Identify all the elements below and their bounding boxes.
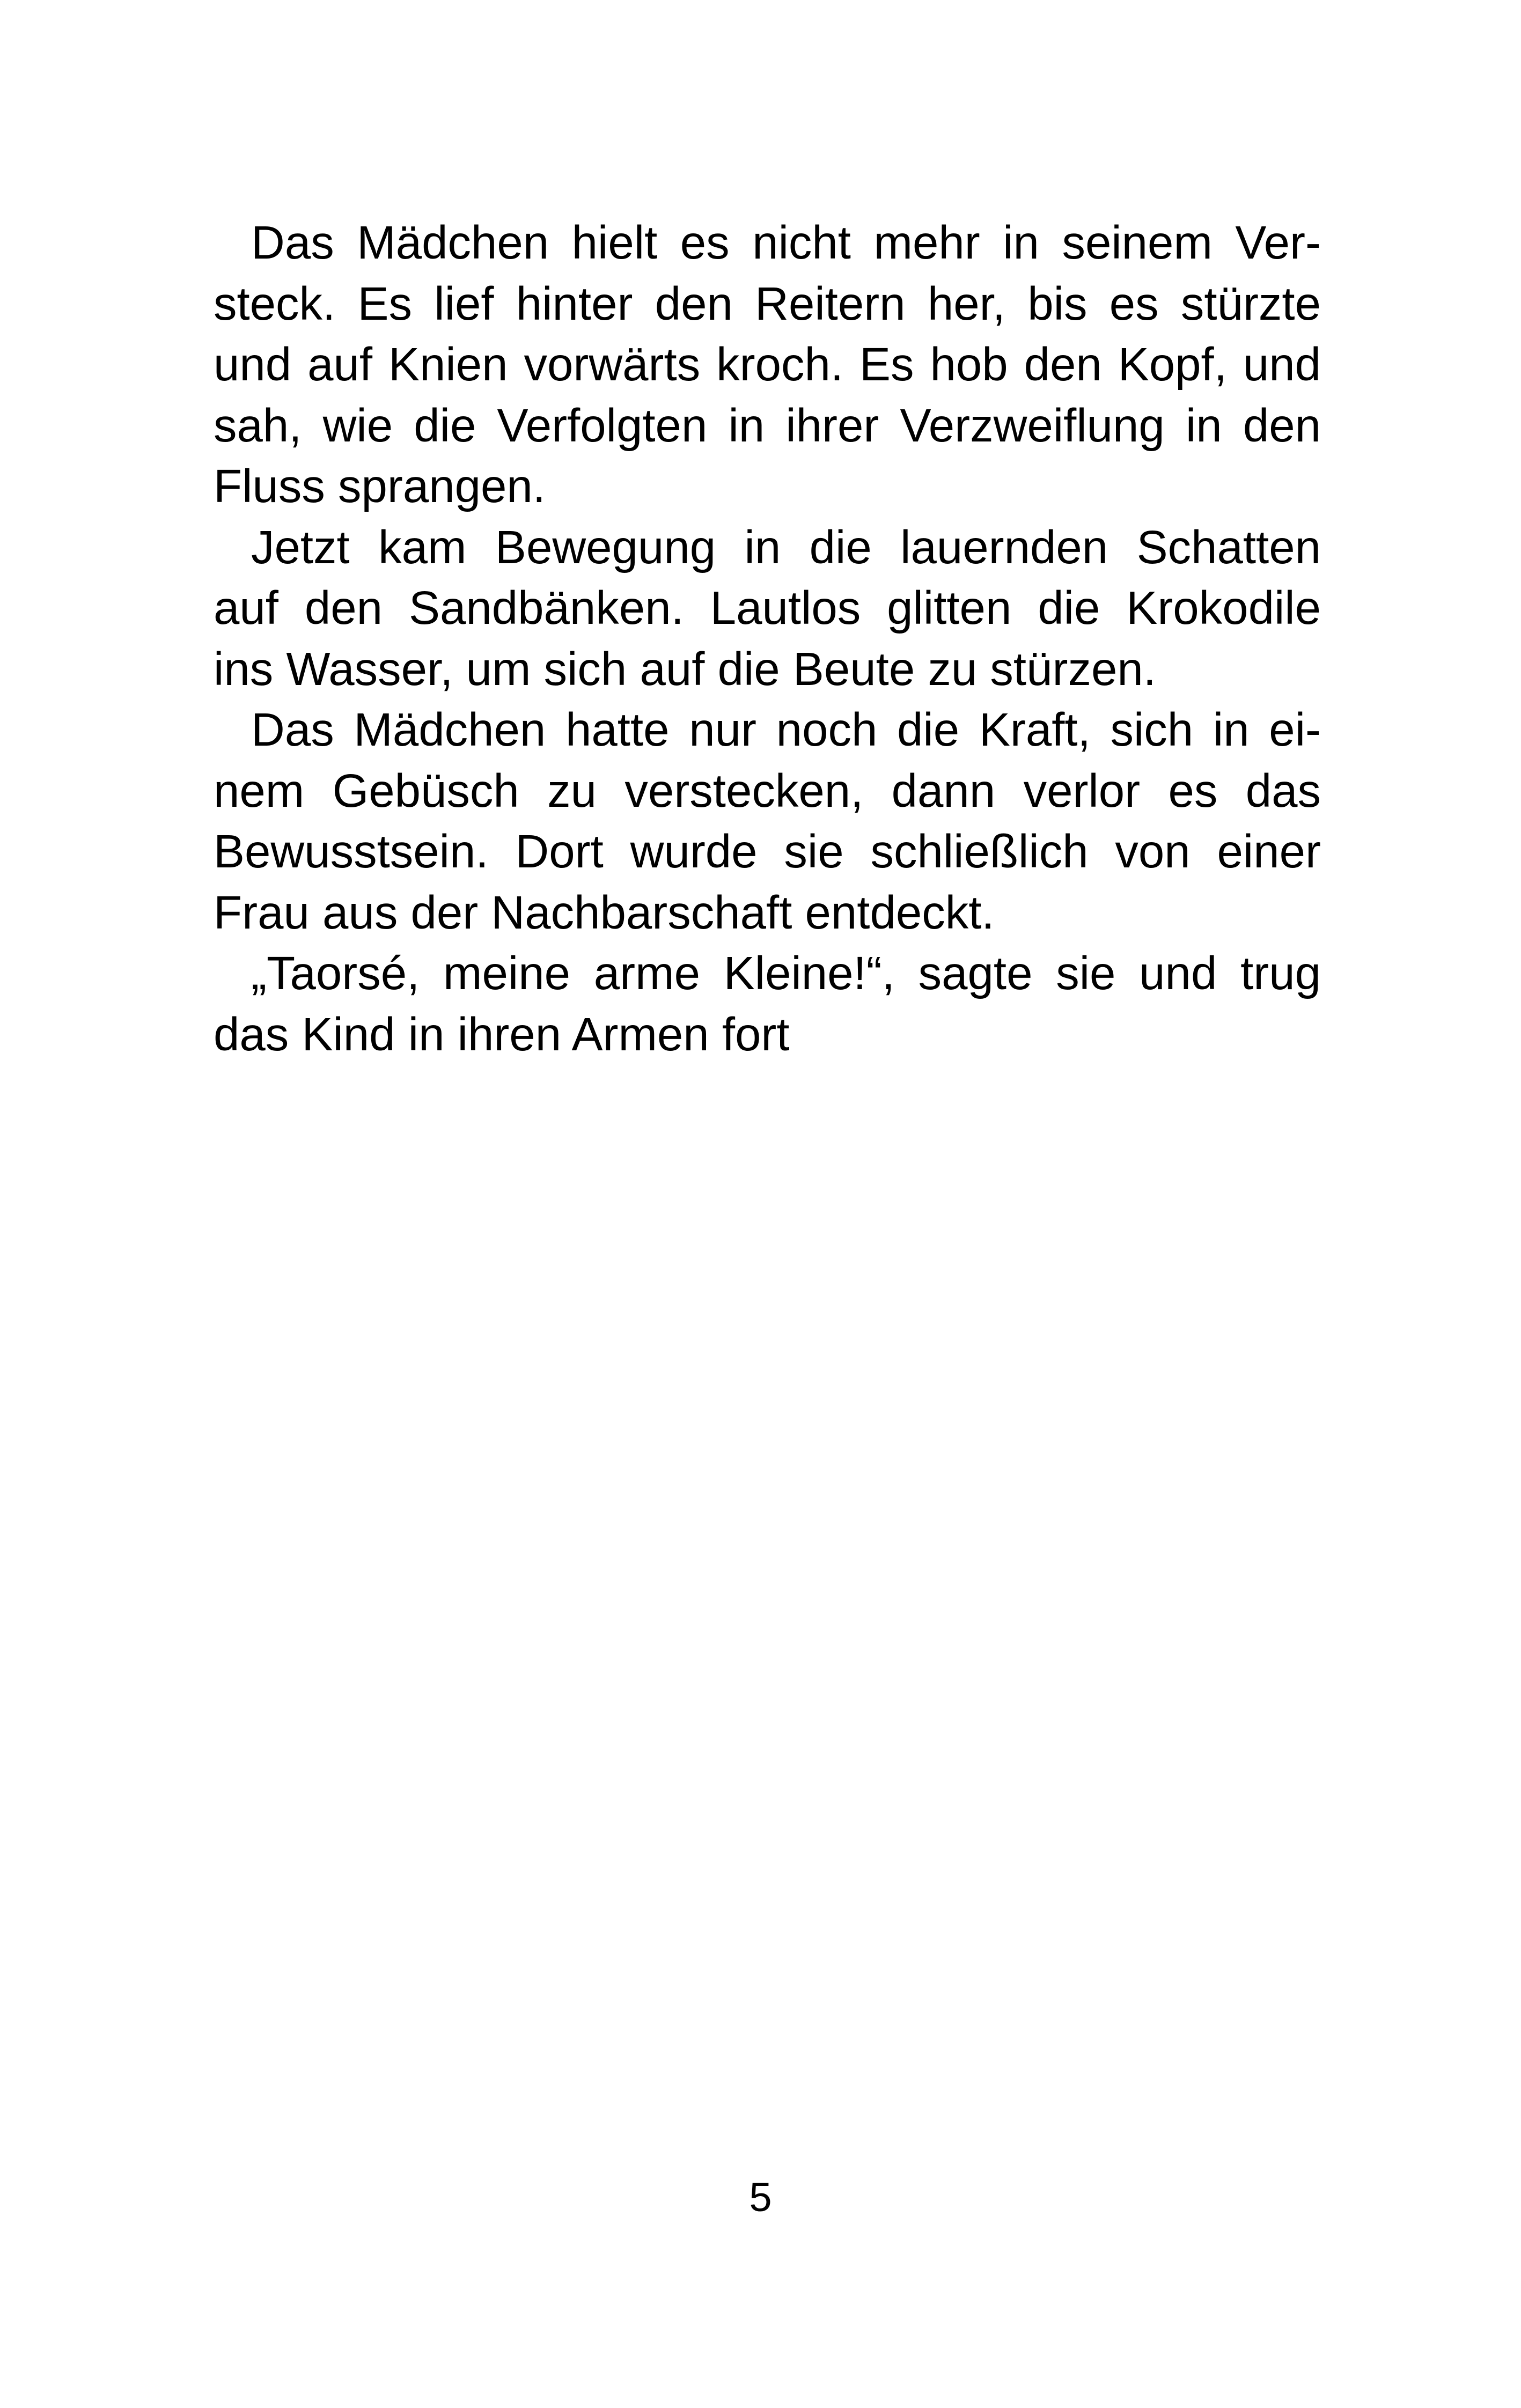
paragraph-1-line-1: Das Mädchen hielt es nicht mehr in seinem Ver-: [251, 217, 1321, 269]
paragraph-3-line-4: Frau aus der Nachbarschaft entdeckt.: [214, 886, 995, 939]
paragraph-1-line-2: steck. Es lief hinter den Reitern her, bis es stürzte: [214, 277, 1321, 330]
paragraph-2-line-1: Jetzt kam Bewegung in die lauernden Schatten: [251, 521, 1321, 573]
body-text: [214, 212, 1321, 1065]
paragraph-1-line-5: Fluss sprangen.: [214, 460, 546, 512]
paragraph-2-line-2: auf den Sandbänken. Lautlos glitten die Krokodile: [214, 582, 1321, 634]
paragraph-1-line-3: und auf Knien vorwärts kroch. Es hob den Kopf, und: [214, 338, 1321, 391]
paragraph-2-line-3: ins Wasser, um sich auf die Beute zu stürzen.: [214, 643, 1156, 695]
paragraph-1-line-4: sah, wie die Verfolgten in ihrer Verzweiflung in den: [214, 399, 1321, 452]
paragraph-3-line-2: nem Gebüsch zu verstecken, dann verlor es das: [214, 764, 1321, 817]
paragraph-4-line-1: „Taorsé, meine arme Kleine!“, sagte sie und trug: [251, 947, 1321, 999]
paragraph-3-line-3: Bewusstsein. Dort wurde sie schließlich von einer: [214, 826, 1321, 878]
paragraph-3-line-1: Das Mädchen hatte nur noch die Kraft, sich in ei-: [251, 704, 1321, 756]
page-number: 5: [749, 2175, 772, 2220]
paragraph-4-line-2: das Kind in ihren Armen fort: [214, 1008, 790, 1061]
